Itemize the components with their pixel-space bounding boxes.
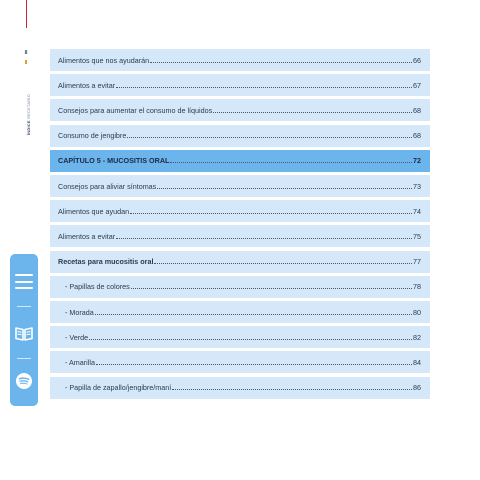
toc-entry-title: Alimentos a evitar	[58, 231, 116, 241]
header-accent-dash	[25, 60, 27, 64]
toc-row[interactable]	[50, 74, 430, 96]
toc-entry-title: - Amarilla	[65, 357, 95, 367]
toc-page-number: 72	[413, 156, 421, 166]
toc-row[interactable]	[50, 377, 430, 399]
toc-dot-leader	[130, 213, 412, 214]
toc-entry-title: - Verde	[65, 332, 89, 342]
toc-entry-title: Consejos para aliviar síntomas	[58, 181, 157, 191]
toc-row[interactable]	[50, 276, 430, 298]
book-icon[interactable]	[15, 325, 33, 343]
page-number: 8	[24, 50, 28, 56]
toc-row[interactable]	[50, 351, 430, 373]
toc-row[interactable]	[50, 49, 430, 71]
spotify-icon[interactable]	[15, 372, 33, 390]
toc-row[interactable]	[50, 125, 430, 147]
toc-row[interactable]	[50, 200, 430, 222]
toc-page-number: 73	[413, 181, 421, 191]
toc-row[interactable]	[50, 301, 430, 323]
toc-row[interactable]	[50, 326, 430, 348]
toc-dot-leader	[116, 87, 412, 88]
toc-entry-title: Consejos para aumentar el consumo de líquidos	[58, 105, 213, 115]
toc-dot-leader	[95, 314, 412, 315]
toc-dot-leader	[154, 263, 412, 264]
top-accent-rule	[26, 0, 27, 28]
toc-row[interactable]	[50, 175, 430, 197]
toc-chapter-row[interactable]	[50, 150, 430, 172]
toc-row[interactable]	[50, 99, 430, 121]
sidebar-divider	[17, 306, 31, 307]
toc-page-number: 78	[413, 282, 421, 292]
section-label	[26, 94, 31, 135]
toc-page-number: 68	[413, 131, 421, 141]
toc-entry-title: Recetas para mucositis oral	[58, 257, 154, 267]
toc-page-number: 77	[413, 257, 421, 267]
toc-page-number: 80	[413, 307, 421, 317]
section-label-bold: ÍNDICE	[26, 120, 31, 135]
toc-page-number: 86	[413, 383, 421, 393]
toc-page-number: 66	[413, 55, 421, 65]
toc-page-number: 68	[413, 105, 421, 115]
toc-dot-leader	[172, 389, 412, 390]
toc-entry-title: CAPÍTULO 5 - MUCOSITIS ORAL	[58, 156, 170, 166]
toc-dot-leader	[116, 238, 412, 239]
toc-dot-leader	[127, 137, 412, 138]
toc-entry-title: Consumo de jengibre	[58, 131, 127, 141]
toc-dot-leader	[150, 62, 412, 63]
toc-entry-title: Alimentos a evitar	[58, 80, 116, 90]
toc-row[interactable]	[50, 225, 430, 247]
toc-entry-title: Alimentos que nos ayudarán	[58, 55, 150, 65]
toc-page-number: 75	[413, 231, 421, 241]
menu-icon[interactable]	[15, 274, 33, 292]
toc-dot-leader	[213, 112, 412, 113]
toc-dot-leader	[96, 364, 412, 365]
toc-dot-leader	[157, 188, 412, 189]
toc-entry-title: Alimentos que ayudan	[58, 206, 130, 216]
toc-row[interactable]	[50, 251, 430, 273]
toc-page-number: 82	[413, 332, 421, 342]
section-label-text: RECETARIO	[26, 94, 31, 119]
sidebar-divider	[17, 358, 31, 359]
toc-page-number: 74	[413, 206, 421, 216]
toc-dot-leader	[89, 339, 412, 340]
toc-entry-title: - Morada	[65, 307, 94, 317]
toc-page-number: 67	[413, 80, 421, 90]
toc-page-number: 84	[413, 357, 421, 367]
toc-dot-leader	[170, 162, 412, 163]
side-navigation	[10, 254, 38, 406]
toc-entry-title: - Papillas de colores	[65, 282, 130, 292]
toc-entry-title: - Papilla de zapallo/jengibre/maní	[65, 383, 172, 393]
toc-dot-leader	[131, 288, 412, 289]
running-header	[21, 50, 31, 135]
